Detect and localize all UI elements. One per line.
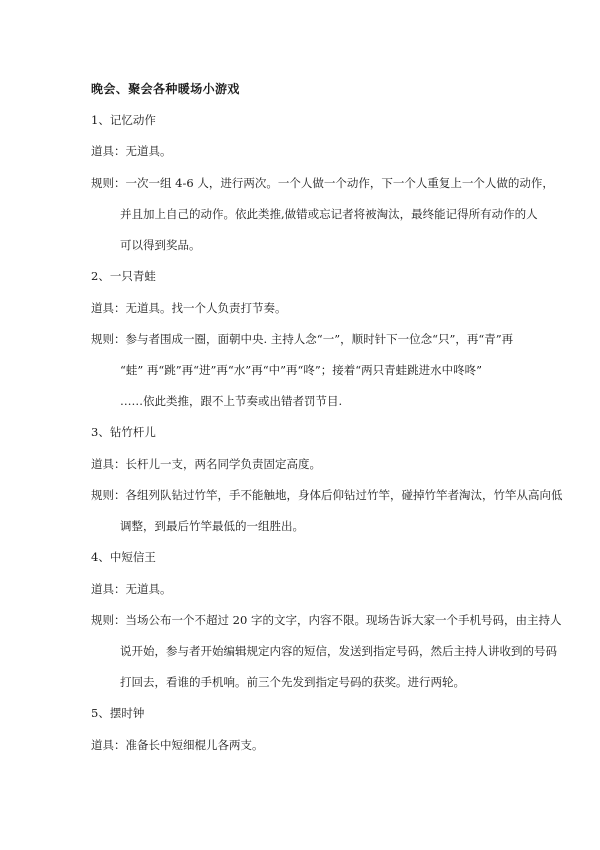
section-props: 道具：无道具。找一个人负责打节奏。	[91, 301, 287, 315]
section-props: 道具：长杆儿一支，两名同学负责固定高度。	[91, 457, 321, 471]
section-rules-continued: 并且加上自己的动作。依此类推,做错或忘记者将被淘汰，最终能记得所有动作的人	[120, 207, 538, 221]
section-heading: 5、摆时钟	[91, 706, 145, 720]
section-rules-continued: 说开始，参与者开始编辑规定内容的短信，发送到指定号码，然后主持人讲收到的号码	[120, 644, 557, 658]
document-title: 晚会、聚会各种暖场小游戏	[91, 82, 240, 96]
section-rules: 规则：参与者围成一圈，面朝中央. 主持人念“一”，顺时针下一位念“只”，再“青”再	[91, 332, 514, 346]
section-heading: 2、一只青蛙	[91, 269, 156, 283]
section-rules-continued: 调整，到最后竹竿最低的一组胜出。	[120, 519, 304, 533]
section-heading: 1、记忆动作	[91, 113, 156, 127]
section-rules-continued: 打回去，看谁的手机响。前三个先发到指定号码的获奖。进行两轮。	[120, 675, 465, 689]
section-props: 道具：无道具。	[91, 582, 172, 596]
section-rules: 规则：一次一组 4-6 人，进行两次。一个人做一个动作，下一个人重复上一个人做的动作，	[91, 176, 554, 190]
section-heading: 3、钻竹杆儿	[91, 425, 156, 439]
section-rules: 规则：当场公布一个不超过 20 字的文字，内容不限。现场告诉大家一个手机号码，由主持人	[91, 613, 562, 627]
section-rules-continued: 可以得到奖品。	[120, 238, 201, 252]
section-rules-continued: “蛙” 再“跳”再“进”再“水”再“中”再“咚”；接着“两只青蛙跳进水中咚咚”	[120, 363, 482, 377]
section-rules: 规则：各组列队钻过竹竿，手不能触地，身体后仰钻过竹竿，碰掉竹竿者淘汰，竹竿从高向低	[91, 488, 563, 502]
section-rules-continued: ……依此类推，跟不上节奏或出错者罚节目.	[120, 394, 343, 408]
section-props: 道具：无道具。	[91, 144, 172, 158]
section-heading: 4、中短信王	[91, 550, 156, 564]
section-props: 道具：准备长中短细棍儿各两支。	[91, 738, 264, 752]
